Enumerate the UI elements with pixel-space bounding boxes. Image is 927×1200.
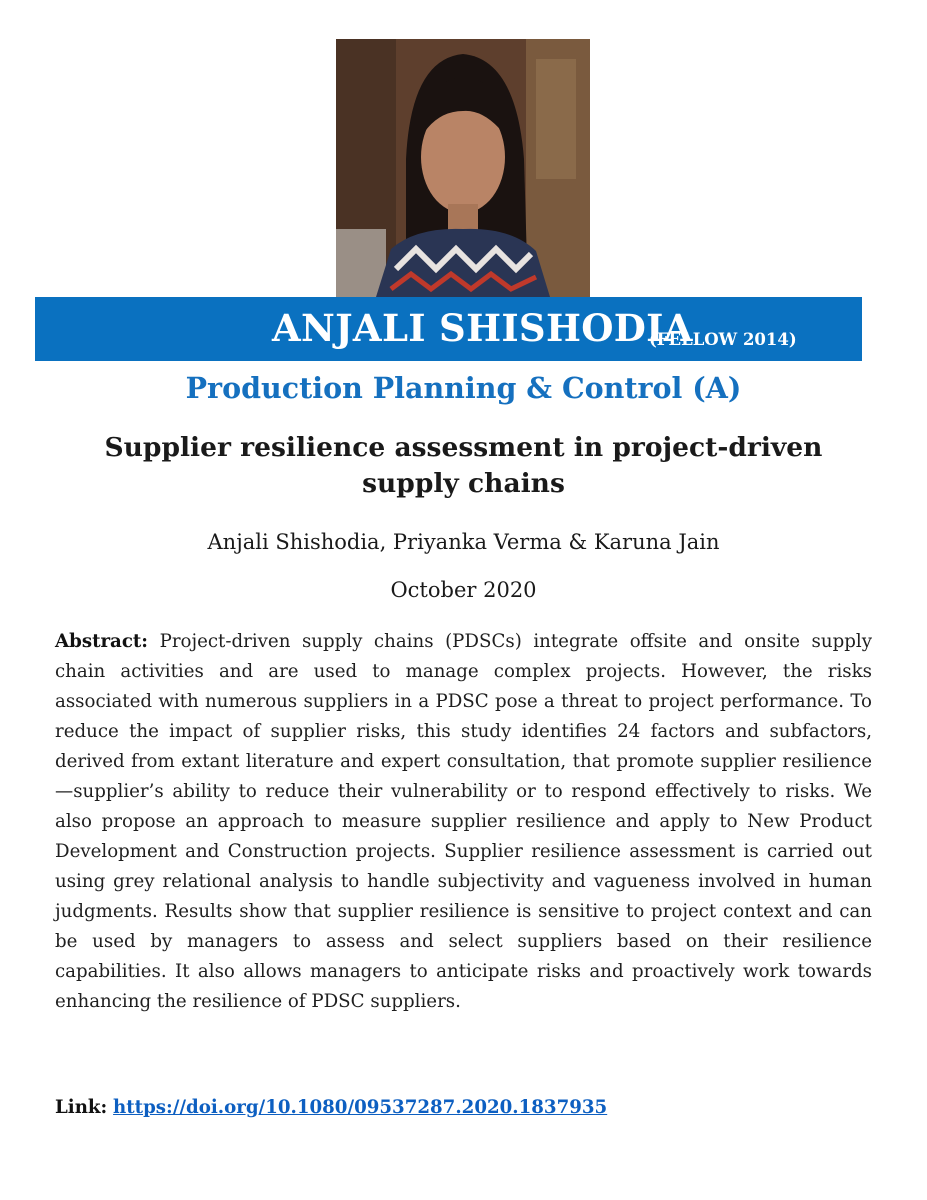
abstract-label: Abstract: [55,631,149,652]
abstract-text: Project-driven supply chains (PDSCs) integrate offsite and onsite supply chain activities and are used to manage complex projects. However, the risks associated with numerous suppliers in a PDSC pose a threat to project performance. To reduce the impact of supplier risks, this study identifies 24 factors and subfactors, derived from extant literature and expert consultation, that promote supplier resilience—supplier’s ability to reduce their vulnerability or to respond effectively to risks. We also propose an approach to measure supplier resilience and apply to New Product Development and Construction projects. Supplier resilience assessment is carried out using grey relational analysis to handle subjectivity and vagueness involved in human judgments. Results show that supplier resilience is sensitive to project context and can be used by managers to assess and select suppliers based on their resilience capabilities. It also allows managers to anticipate risks and proactively work towards enhancing the resilience of PDSC suppliers. [55,631,872,1012]
name-banner [35,297,862,361]
doi-link[interactable]: https://doi.org/10.1080/09537287.2020.1837935 [113,1097,608,1118]
abstract [55,627,872,1017]
paper-title: Supplier resilience assessment in project-driven supply chains [104,432,823,499]
publication-date: October 2020 [390,578,537,602]
author-photo [336,39,590,297]
author-name: ANJALI SHISHODIA [272,306,693,350]
paper-authors: Anjali Shishodia, Priyanka Verma & Karuna Jain [207,530,720,554]
journal-name: Production Planning & Control (A) [185,371,742,405]
link-line [55,1097,607,1118]
link-label: Link: [55,1097,108,1118]
fellow-year: (FELLOW 2014) [649,330,797,349]
